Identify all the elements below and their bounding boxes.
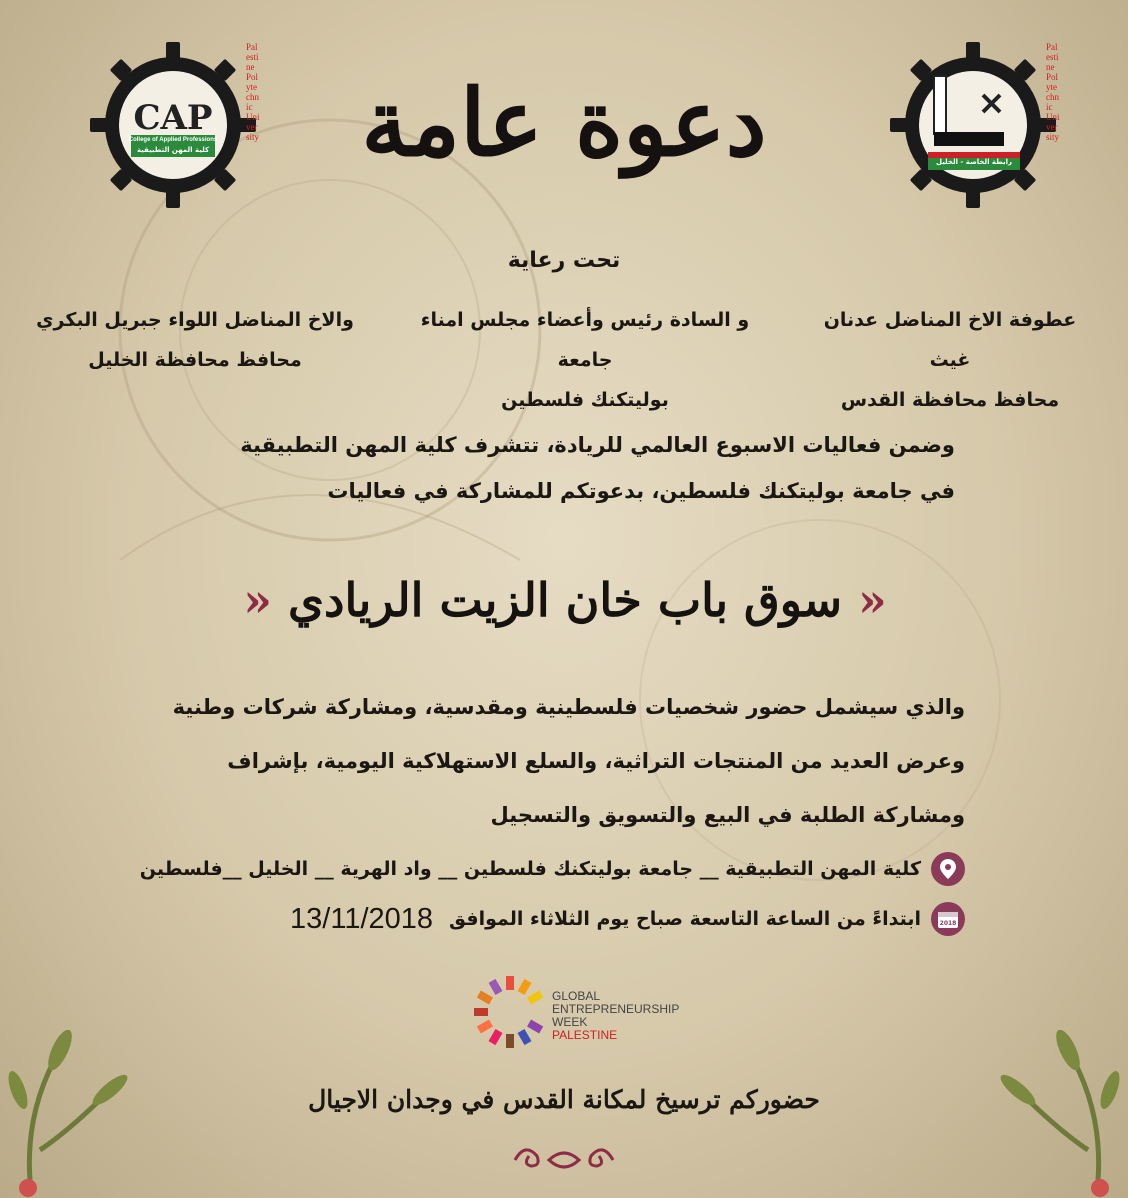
left-branch-ornament [0,1030,160,1198]
patron-line: عطوفة الاخ المناضل عدنان غيث [823,309,1077,371]
cap-logo [88,40,258,210]
gew-text [552,990,679,1042]
page-title: دعوة عامة [361,69,767,177]
location-row [120,852,965,886]
patron-board-of-trustees [405,300,765,420]
intro-line: في جامعة بوليتكنك فلسطين، بدعوتكم للمشاركة في فعاليات [327,479,955,503]
gew-line: GLOBAL [552,989,601,1003]
gew-logo [470,968,710,1058]
swirl-ornament [505,1138,623,1180]
right-branch-ornament [968,1030,1128,1198]
cap-arabic-name: كلية المهن التطبيقية [136,146,210,154]
gew-line: WEEK [552,1015,588,1029]
location-pin-icon [931,852,965,886]
patron-quds-governor [800,300,1100,420]
calendar-year: 2018 [939,920,957,927]
description-line: والذي سيشمل حضور شخصيات فلسطينية ومقدسية، ومشاركة شركات وطنية [172,695,965,719]
cap-ring-text: Palestine Polytechnic University [246,42,260,142]
gew-line: ENTREPRENEURSHIP [552,1002,680,1016]
cap-abbr: CAP [133,98,213,138]
under-patronage-heading: تحت رعاية [507,248,621,273]
description-line: ومشاركة الطلبة في البيع والتسويق والتسجيل [490,803,965,827]
description-paragraph [150,680,965,842]
patron-line: و السادة رئيس وأعضاء مجلس امناء جامعة [420,309,750,371]
event-date: 13/11/2018 [290,902,434,935]
time-row [195,902,965,936]
chevron-right-icon: « [243,573,272,627]
location-text: كلية المهن التطبيقية __ جامعة بوليتكنك فلسطين __ واد الهرية __ الخليل __فلسطين [139,858,921,880]
patron-line: محافظ محافظة القدس [840,389,1060,411]
description-line: وعرض العديد من المنتجات التراثية، والسلع الاستهلاكية اليومية، بإشراف [227,749,965,773]
market-title [150,560,980,640]
patron-line: والاخ المناضل اللواء جبريل البكري [36,309,354,331]
footer-slogan: حضوركم ترسيخ لمكانة القدس في وجدان الاجيال [308,1085,820,1114]
ppu-logo [888,40,1058,210]
cap-english-name: College of Applied Professions [128,137,218,143]
time-text: ابتداءً من الساعة التاسعة صباح يوم الثلاثاء الموافق [449,908,921,930]
intro-paragraph [160,422,955,514]
calendar-icon [931,902,965,936]
gew-line: PALESTINE [552,1028,618,1042]
gew-ring-icon [470,968,550,1056]
market-name: سوق باب خان الزيت الريادي [287,573,843,627]
patron-line: محافظ محافظة الخليل [88,349,302,371]
chevron-left-icon: « [858,573,887,627]
ppu-ring-text: Palestine Polytechnic University [1046,42,1060,142]
patron-hebron-governor [30,300,360,380]
intro-line: وضمن فعاليات الاسبوع العالمي للريادة، تتشرف كلية المهن التطبيقية [240,433,955,457]
patron-line: بوليتكنك فلسطين [501,389,669,411]
ppu-arabic-name: رابطة الخاصة - الخليل [935,158,1013,166]
